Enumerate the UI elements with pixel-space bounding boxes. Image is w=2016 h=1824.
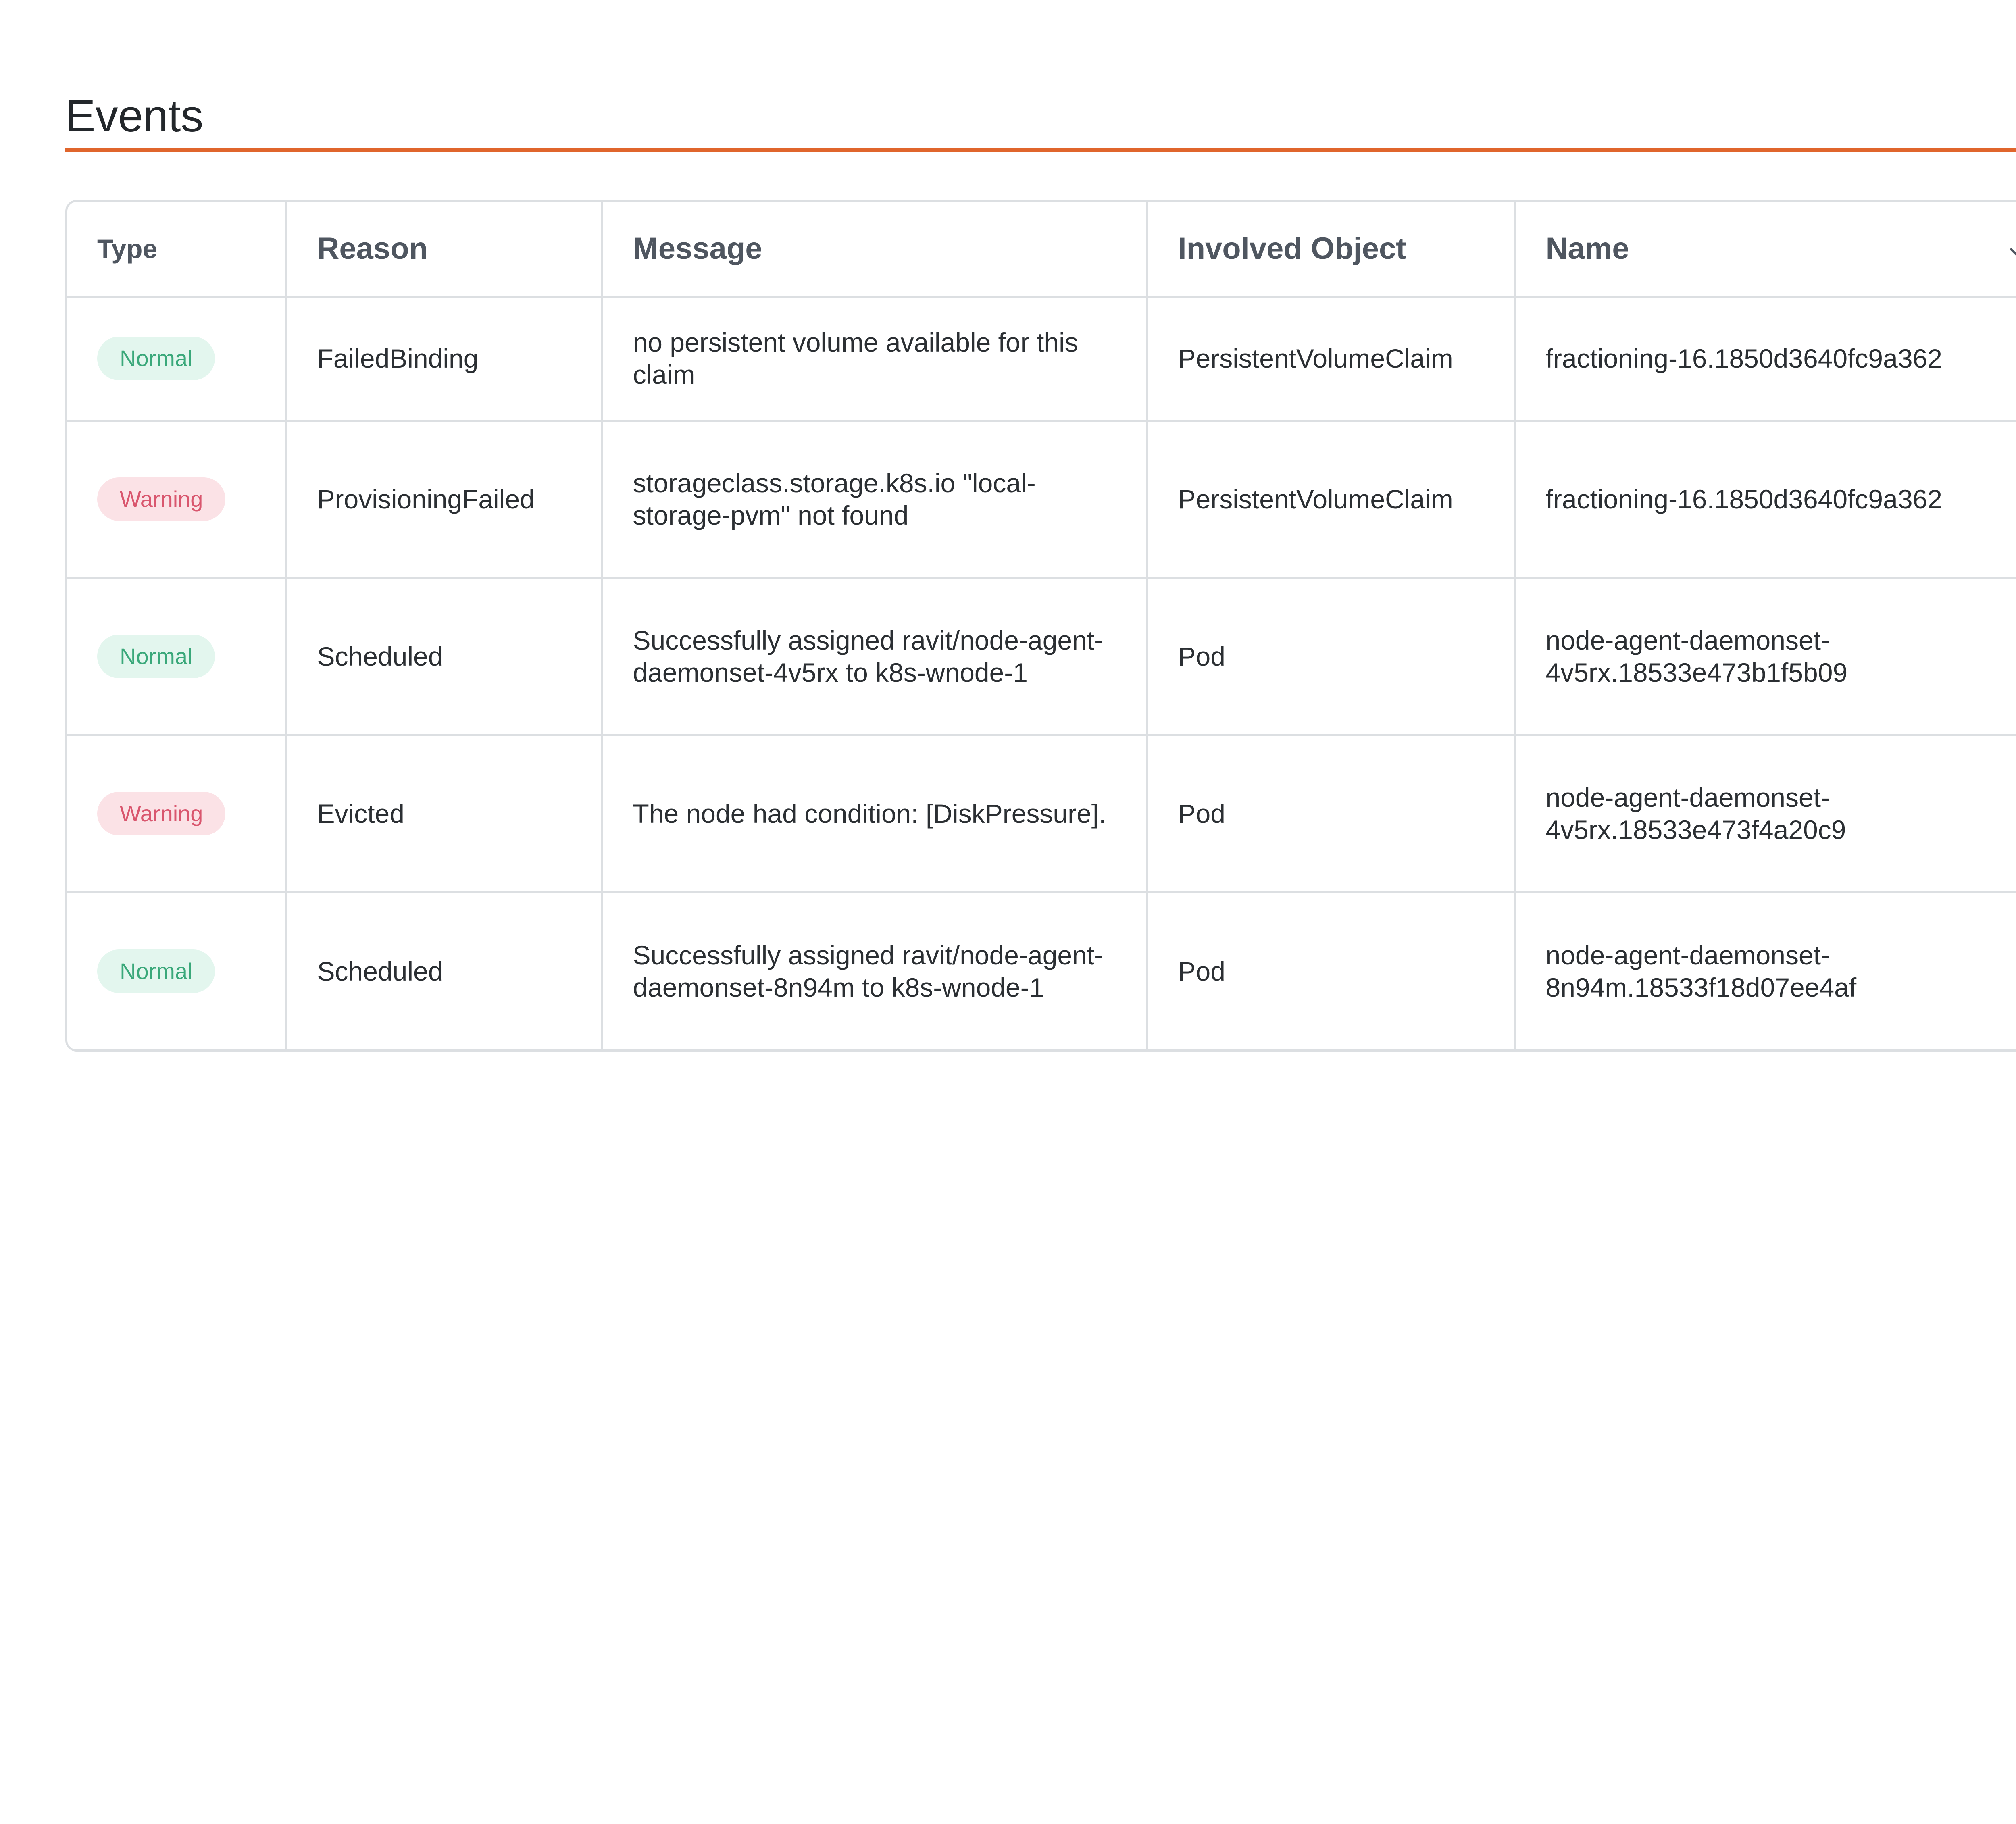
column-header-involved-object[interactable]: Involved Object	[1147, 202, 1515, 296]
type-cell	[67, 892, 286, 1049]
name-cell: node-agent-daemonset-4v5rx.18533e473b1f5b09	[1515, 578, 2016, 735]
section-header	[65, 81, 2016, 152]
reason-cell: ProvisioningFailed	[286, 421, 602, 578]
involved-object-cell: Pod	[1147, 892, 1515, 1049]
message-cell: The node had condition: [DiskPressure].	[602, 735, 1147, 892]
status-badge: Normal	[97, 635, 215, 678]
type-cell	[67, 578, 286, 735]
message-cell: no persistent volume available for this claim	[602, 296, 1147, 421]
name-cell: fractioning-16.1850d3640fc9a362	[1515, 296, 2016, 421]
reason-cell: Scheduled	[286, 578, 602, 735]
table-row	[67, 296, 2016, 421]
table-row	[67, 578, 2016, 735]
involved-object-cell: Pod	[1147, 578, 1515, 735]
column-header-reason[interactable]: Reason	[286, 202, 602, 296]
events-table	[67, 202, 2016, 1049]
column-header-message[interactable]: Message	[602, 202, 1147, 296]
involved-object-cell: PersistentVolumeClaim	[1147, 296, 1515, 421]
name-cell: node-agent-daemonset-4v5rx.18533e473f4a20c9	[1515, 735, 2016, 892]
table-row	[67, 892, 2016, 1049]
message-cell: Successfully assigned ravit/node-agent-daemonset-8n94m to k8s-wnode-1	[602, 892, 1147, 1049]
involved-object-cell: PersistentVolumeClaim	[1147, 421, 1515, 578]
events-table-container	[65, 200, 2016, 1052]
table-row	[67, 735, 2016, 892]
status-badge: Normal	[97, 949, 215, 993]
status-badge: Warning	[97, 792, 225, 835]
column-header-name-label: Name	[1545, 231, 1629, 266]
chevron-down-icon[interactable]	[2005, 237, 2016, 261]
reason-cell: Scheduled	[286, 892, 602, 1049]
section-title: Events	[65, 91, 204, 141]
involved-object-cell: Pod	[1147, 735, 1515, 892]
column-header-name[interactable]	[1515, 202, 2016, 296]
message-cell: storageclass.storage.k8s.io "local-storage-pvm" not found	[602, 421, 1147, 578]
status-badge: Normal	[97, 337, 215, 380]
reason-cell: FailedBinding	[286, 296, 602, 421]
status-badge: Warning	[97, 477, 225, 521]
table-header-row	[67, 202, 2016, 296]
message-cell: Successfully assigned ravit/node-agent-daemonset-4v5rx to k8s-wnode-1	[602, 578, 1147, 735]
name-cell: node-agent-daemonset-8n94m.18533f18d07ee4af	[1515, 892, 2016, 1049]
type-cell	[67, 735, 286, 892]
type-cell	[67, 421, 286, 578]
table-row	[67, 421, 2016, 578]
column-header-type[interactable]: Type	[67, 202, 286, 296]
reason-cell: Evicted	[286, 735, 602, 892]
name-cell: fractioning-16.1850d3640fc9a362	[1515, 421, 2016, 578]
type-cell	[67, 296, 286, 421]
